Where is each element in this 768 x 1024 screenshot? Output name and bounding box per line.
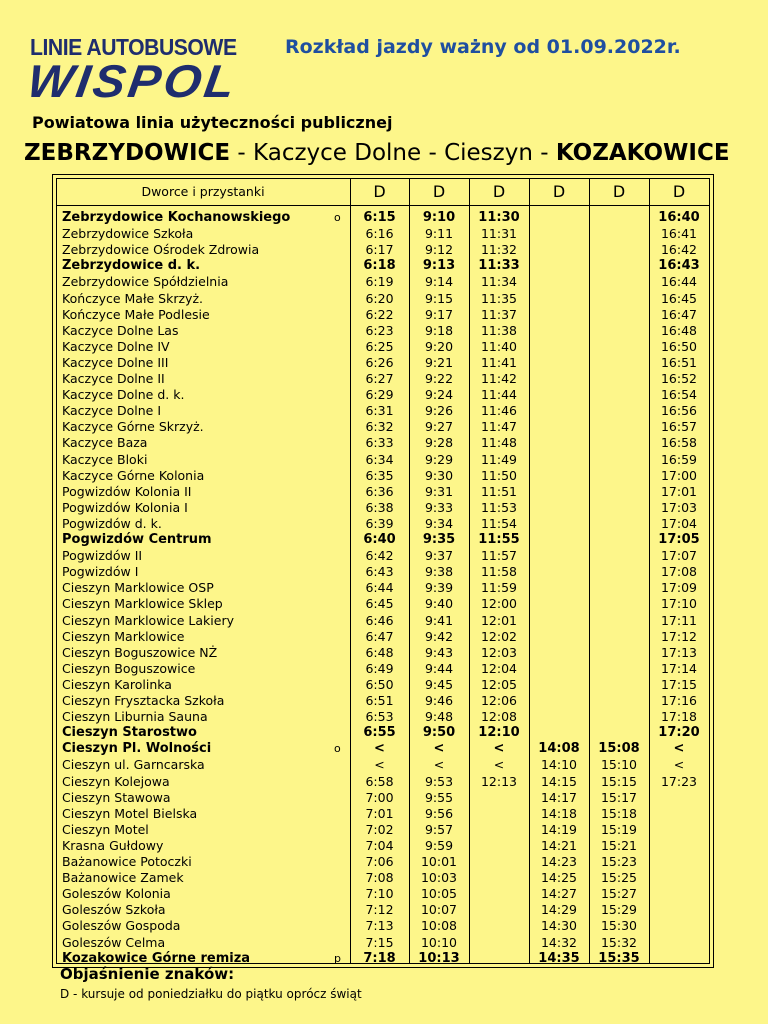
- departure-time: 9:12: [424, 242, 454, 258]
- timetable: [52, 174, 714, 968]
- departure-time: 9:28: [424, 435, 454, 451]
- legend-title: Objaśnienie znaków:: [60, 965, 235, 983]
- departure-time: 6:47: [365, 628, 394, 644]
- stop-name: Bażanowice Zamek: [62, 870, 184, 886]
- departure-time: 6:23: [365, 322, 394, 338]
- departure-time: 9:53: [424, 773, 454, 789]
- departure-time: 9:39: [424, 580, 454, 596]
- stop-name: Pogwizdów d. k.: [62, 515, 162, 531]
- route-via-2: Cieszyn: [444, 140, 533, 166]
- departure-time: 15:19: [600, 821, 638, 837]
- departure-time: 17:08: [660, 564, 698, 580]
- stop-name: Pogwizdów I: [62, 564, 139, 580]
- departure-time: 11:58: [480, 564, 518, 580]
- route-title: ZEBRZYDOWICE - Kaczyce Dolne - Cieszyn - KOZAKOWICE: [24, 140, 730, 166]
- departure-time: 11:38: [480, 322, 518, 338]
- departure-time: 12:04: [480, 660, 518, 676]
- stop-name: Zebrzydowice Szkoła: [62, 226, 194, 242]
- departure-time: 9:15: [424, 290, 454, 306]
- departure-time: 6:49: [365, 660, 394, 676]
- stop-name: Goleszów Szkoła: [62, 902, 166, 918]
- departure-time: 11:42: [480, 371, 518, 386]
- stop-name: Zebrzydowice Kochanowskiego: [62, 210, 291, 225]
- departure-time: 9:24: [424, 387, 454, 403]
- departure-time: 14:29: [540, 902, 578, 918]
- departure-time: 6:17: [365, 242, 394, 258]
- departure-time: 17:15: [660, 676, 698, 692]
- validity-date: Rozkład jazdy ważny od 01.09.2022r.: [285, 36, 681, 58]
- departure-time: 17:11: [660, 612, 698, 628]
- departure-time: 11:44: [480, 387, 518, 403]
- departure-time: 16:58: [660, 435, 698, 451]
- departure-time: 6:35: [365, 467, 394, 483]
- departure-time: 9:27: [424, 419, 454, 435]
- departure-time: 17:04: [660, 515, 698, 531]
- departure-time: 14:21: [540, 837, 578, 853]
- stop-flag: o: [334, 742, 341, 756]
- departure-time: 9:21: [424, 354, 454, 370]
- departure-time: 9:56: [424, 805, 454, 821]
- departure-time: 10:13: [418, 950, 460, 966]
- departure-time: <: [493, 741, 505, 757]
- departure-time: 6:33: [365, 435, 394, 451]
- departure-time: 6:38: [365, 499, 394, 515]
- stop-name: Cieszyn Karolinka: [62, 676, 172, 692]
- stop-name: Kończyce Małe Skrzyż.: [62, 290, 203, 306]
- departure-time: 9:45: [424, 676, 454, 692]
- timetable-grid: [56, 178, 710, 964]
- departure-time: 10:01: [420, 854, 458, 869]
- departure-time: 12:01: [480, 612, 518, 628]
- departure-time: 11:30: [478, 210, 520, 225]
- departure-time: 11:35: [480, 290, 518, 306]
- departure-time: 7:15: [365, 934, 394, 950]
- departure-time: 11:55: [478, 532, 520, 547]
- departure-time: 16:43: [658, 258, 700, 274]
- departure-time: 9:33: [424, 499, 454, 515]
- stop-name: Pogwizdów Centrum: [62, 532, 212, 547]
- departure-time: 9:40: [424, 596, 454, 612]
- stop-name: Cieszyn Starostwo: [62, 725, 197, 741]
- departure-time: 7:02: [365, 821, 394, 837]
- departure-time: 11:59: [480, 580, 518, 596]
- departure-time: 6:55: [363, 725, 396, 741]
- departure-time: 9:37: [424, 548, 454, 564]
- departure-time: 6:36: [365, 483, 394, 499]
- departure-time: 9:18: [424, 322, 454, 338]
- logo-wispol: WISPOL: [24, 55, 242, 107]
- departure-time: 10:08: [420, 918, 458, 934]
- departure-time: 14:25: [540, 870, 578, 886]
- departure-time: 17:03: [660, 499, 698, 515]
- departure-time: 6:19: [365, 274, 394, 290]
- departure-time: 16:59: [660, 451, 698, 467]
- stop-name: Cieszyn Marklowice Sklep: [62, 596, 223, 612]
- departure-time: 6:18: [363, 258, 396, 274]
- departure-time: 15:32: [600, 934, 638, 950]
- departure-time: 9:59: [424, 837, 454, 853]
- departure-time: 6:31: [365, 403, 394, 419]
- departure-time: 16:42: [660, 242, 698, 258]
- stop-name: Cieszyn Stawowa: [62, 789, 171, 805]
- departure-time: 17:00: [660, 467, 698, 483]
- departure-time: 11:32: [480, 242, 518, 258]
- departure-time: 16:40: [658, 210, 700, 225]
- departure-time: 11:33: [478, 258, 520, 274]
- departure-time: 9:35: [422, 532, 456, 547]
- departure-time: 14:08: [538, 741, 580, 757]
- departure-time: 17:01: [660, 483, 698, 499]
- departure-time: 6:46: [365, 612, 394, 628]
- departure-time: 7:12: [365, 902, 394, 918]
- departure-time: 14:10: [540, 757, 578, 773]
- departure-time: 15:29: [600, 902, 638, 918]
- departure-time: 9:42: [424, 628, 454, 644]
- departure-time: 15:17: [600, 789, 638, 805]
- departure-time: 7:18: [363, 950, 396, 966]
- departure-time: 16:51: [660, 354, 698, 370]
- departure-time: 15:15: [600, 773, 638, 789]
- departure-time: 15:27: [600, 886, 638, 902]
- departure-time: 9:10: [422, 210, 456, 225]
- departure-time: 9:41: [424, 612, 454, 628]
- departure-time: 9:11: [424, 226, 454, 242]
- departure-time: 7:00: [365, 789, 394, 805]
- departure-time: 6:16: [365, 226, 394, 242]
- departure-time: 16:57: [660, 419, 698, 435]
- departure-time: 17:14: [660, 660, 698, 676]
- departure-time: 6:20: [365, 290, 394, 306]
- departure-time: 6:45: [365, 596, 394, 612]
- departure-time: 7:13: [365, 918, 394, 934]
- departure-time: 15:10: [600, 757, 638, 773]
- stop-name: Goleszów Celma: [62, 934, 166, 950]
- departure-time: 9:20: [424, 338, 454, 354]
- departure-time: 11:53: [480, 499, 518, 515]
- departure-time: 9:17: [424, 306, 454, 322]
- departure-time: 6:27: [365, 371, 394, 386]
- departure-time: 14:17: [540, 789, 578, 805]
- departure-time: 14:27: [540, 886, 578, 902]
- stop-name: Pogwizdów Kolonia II: [62, 483, 192, 499]
- departure-time: 9:46: [424, 693, 454, 708]
- stop-name: Cieszyn Liburnia Sauna: [62, 709, 208, 725]
- header-divider: [57, 205, 709, 206]
- departure-time: 15:21: [600, 837, 638, 853]
- course-header: D: [672, 182, 686, 201]
- departure-time: 17:20: [658, 725, 700, 741]
- stop-name: Cieszyn Motel Bielska: [62, 805, 198, 821]
- stop-name: Zebrzydowice Ośrodek Zdrowia: [62, 242, 260, 258]
- stop-name: Zebrzydowice Spółdzielnia: [62, 274, 229, 290]
- departure-time: 15:08: [598, 741, 640, 757]
- departure-time: 16:45: [660, 290, 698, 306]
- departure-time: 6:26: [365, 354, 394, 370]
- departure-time: 9:48: [424, 709, 454, 725]
- stops-header: Dworce i przystanki: [141, 184, 265, 199]
- stop-name: Cieszyn Frysztacka Szkoła: [62, 693, 225, 708]
- stop-name: Kaczyce Górne Kolonia: [62, 467, 205, 483]
- departure-time: 17:23: [660, 773, 698, 789]
- stop-name: Cieszyn Boguszowice NŻ: [62, 644, 218, 660]
- stop-name: Kończyce Małe Podlesie: [62, 306, 210, 322]
- departure-time: 15:25: [600, 870, 638, 886]
- departure-time: 6:51: [365, 693, 394, 708]
- departure-time: 9:34: [424, 515, 454, 531]
- departure-time: 11:40: [480, 338, 518, 354]
- departure-time: 7:10: [365, 886, 394, 902]
- departure-time: 9:26: [424, 403, 454, 419]
- departure-time: 9:22: [424, 371, 454, 386]
- departure-time: 9:14: [424, 274, 454, 290]
- departure-time: 6:48: [365, 644, 394, 660]
- departure-time: <: [374, 757, 385, 773]
- course-header: D: [552, 182, 566, 201]
- departure-time: 6:58: [365, 773, 394, 789]
- departure-time: 17:18: [660, 709, 698, 725]
- departure-time: 11:46: [480, 403, 518, 419]
- stop-name: Kozakowice Górne remiza: [62, 950, 251, 966]
- departure-time: <: [433, 757, 445, 773]
- departure-time: 11:54: [480, 515, 518, 531]
- departure-time: 14:32: [540, 934, 578, 950]
- departure-time: 6:53: [365, 709, 394, 725]
- departure-time: <: [433, 741, 445, 757]
- departure-time: <: [673, 741, 685, 757]
- departure-time: 11:47: [480, 419, 518, 435]
- departure-time: 9:43: [424, 644, 454, 660]
- logo-top-text: LINIE AUTOBUSOWE: [30, 34, 237, 60]
- departure-time: 6:40: [363, 532, 396, 547]
- departure-time: <: [374, 741, 385, 757]
- departure-time: 11:31: [480, 226, 518, 242]
- stop-name: Kaczyce Baza: [62, 435, 148, 451]
- course-header: D: [373, 182, 386, 201]
- departure-time: 16:54: [660, 387, 698, 403]
- departure-time: 12:13: [480, 773, 518, 789]
- departure-time: 14:35: [538, 950, 580, 966]
- departure-time: <: [493, 757, 505, 773]
- stop-name: Kaczyce Dolne Las: [62, 322, 179, 338]
- departure-time: 12:08: [480, 709, 518, 725]
- departure-time: 9:55: [424, 789, 454, 805]
- subtitle: Powiatowa linia użyteczności publicznej: [32, 113, 393, 132]
- departure-time: 17:16: [660, 693, 698, 708]
- stop-name: Kaczyce Dolne II: [62, 371, 165, 386]
- departure-time: 7:08: [365, 870, 394, 886]
- departure-time: 9:13: [422, 258, 456, 274]
- stop-name: Kaczyce Dolne IV: [62, 338, 170, 354]
- stop-name: Kaczyce Dolne d. k.: [62, 387, 185, 403]
- departure-time: 9:29: [424, 451, 454, 467]
- departure-time: 7:04: [365, 837, 394, 853]
- departure-time: 9:50: [422, 725, 456, 741]
- departure-time: 15:35: [598, 950, 640, 966]
- stop-name: Cieszyn Motel: [62, 821, 149, 837]
- stop-name: Cieszyn Marklowice OSP: [62, 580, 214, 596]
- departure-time: <: [673, 757, 685, 773]
- stop-flag: p: [334, 951, 341, 965]
- departure-time: 6:50: [365, 676, 394, 692]
- route-to: KOZAKOWICE: [555, 140, 730, 166]
- departure-time: 12:02: [480, 628, 518, 644]
- departure-time: 9:44: [424, 660, 454, 676]
- departure-time: 11:48: [480, 435, 518, 451]
- departure-time: 12:00: [480, 596, 518, 612]
- departure-time: 6:39: [365, 515, 394, 531]
- route-from: ZEBRZYDOWICE: [24, 140, 231, 166]
- stop-name: Cieszyn Marklowice Lakiery: [62, 612, 234, 628]
- departure-time: 6:42: [365, 548, 394, 564]
- stop-name: Kaczyce Dolne I: [62, 403, 162, 419]
- stop-name: Pogwizdów II: [62, 548, 143, 564]
- departure-time: 6:32: [365, 419, 394, 435]
- departure-time: 17:12: [660, 628, 698, 644]
- departure-time: 14:19: [540, 821, 578, 837]
- departure-time: 9:30: [424, 467, 454, 483]
- departure-time: 7:06: [365, 854, 394, 869]
- departure-time: 12:10: [478, 725, 520, 741]
- departure-time: 16:41: [660, 226, 698, 242]
- departure-time: 9:31: [424, 483, 454, 499]
- departure-time: 10:05: [420, 886, 458, 902]
- departure-time: 12:06: [480, 693, 518, 708]
- departure-time: 6:43: [365, 564, 394, 580]
- stop-name: Cieszyn Pl. Wolności: [62, 741, 212, 757]
- departure-time: 17:10: [660, 596, 698, 612]
- stop-name: Krasna Gułdowy: [62, 837, 164, 853]
- stop-name: Cieszyn ul. Garncarska: [62, 757, 205, 773]
- departure-time: 10:07: [420, 902, 458, 918]
- departure-time: 11:41: [480, 354, 518, 370]
- departure-time: 6:22: [365, 306, 394, 322]
- departure-time: 6:29: [365, 387, 394, 403]
- departure-time: 17:07: [660, 548, 698, 564]
- stop-name: Kaczyce Dolne III: [62, 354, 169, 370]
- departure-time: 17:05: [658, 532, 700, 547]
- departure-time: 15:30: [600, 918, 638, 934]
- departure-time: 11:34: [480, 274, 518, 290]
- departure-time: 11:49: [480, 451, 518, 467]
- departure-time: 6:34: [365, 451, 394, 467]
- stop-name: Goleszów Gospoda: [62, 918, 181, 934]
- departure-time: 10:10: [420, 934, 458, 950]
- departure-time: 11:50: [480, 467, 518, 483]
- departure-time: 12:03: [480, 644, 518, 660]
- departure-time: 9:38: [424, 564, 454, 580]
- stop-name: Kaczyce Bloki: [62, 451, 148, 467]
- departure-time: 7:01: [365, 805, 394, 821]
- departure-time: 6:25: [365, 338, 394, 354]
- departure-time: 14:23: [540, 854, 578, 869]
- stop-name: Cieszyn Marklowice: [62, 628, 185, 644]
- departure-time: 17:13: [660, 644, 698, 660]
- stop-name: Zebrzydowice d. k.: [62, 258, 201, 274]
- departure-time: 16:47: [660, 306, 698, 322]
- course-header: D: [612, 182, 626, 201]
- stop-name: Cieszyn Boguszowice: [62, 660, 196, 676]
- stop-name: Goleszów Kolonia: [62, 886, 171, 902]
- departure-time: 10:03: [420, 870, 458, 886]
- course-header: D: [492, 182, 506, 201]
- departure-time: 14:18: [540, 805, 578, 821]
- departure-time: 9:57: [424, 821, 454, 837]
- departure-time: 12:05: [480, 676, 518, 692]
- departure-time: 11:37: [480, 306, 518, 322]
- departure-time: 17:09: [660, 580, 698, 596]
- stop-flag: o: [334, 211, 341, 224]
- stop-name: Bażanowice Potoczki: [62, 854, 192, 869]
- departure-time: 16:52: [660, 371, 698, 386]
- departure-time: 16:44: [660, 274, 698, 290]
- departure-time: 15:23: [600, 854, 638, 869]
- departure-time: 14:30: [540, 918, 578, 934]
- departure-time: 15:18: [600, 805, 638, 821]
- departure-time: 16:56: [660, 403, 698, 419]
- stop-name: Pogwizdów Kolonia I: [62, 499, 188, 515]
- departure-time: 11:51: [480, 483, 518, 499]
- departure-time: 6:15: [363, 210, 396, 225]
- course-header: D: [432, 182, 446, 201]
- departure-time: 6:44: [365, 580, 394, 596]
- departure-time: 11:57: [480, 548, 518, 564]
- stop-name: Kaczyce Górne Skrzyż.: [62, 419, 204, 435]
- legend-text: D - kursuje od poniedziałku do piątku oprócz świąt: [60, 987, 362, 1001]
- stop-name: Cieszyn Kolejowa: [62, 773, 170, 789]
- departure-time: 14:15: [540, 773, 578, 789]
- departure-time: 16:50: [660, 338, 698, 354]
- route-via-1: Kaczyce Dolne: [253, 140, 422, 166]
- departure-time: 16:48: [660, 322, 698, 338]
